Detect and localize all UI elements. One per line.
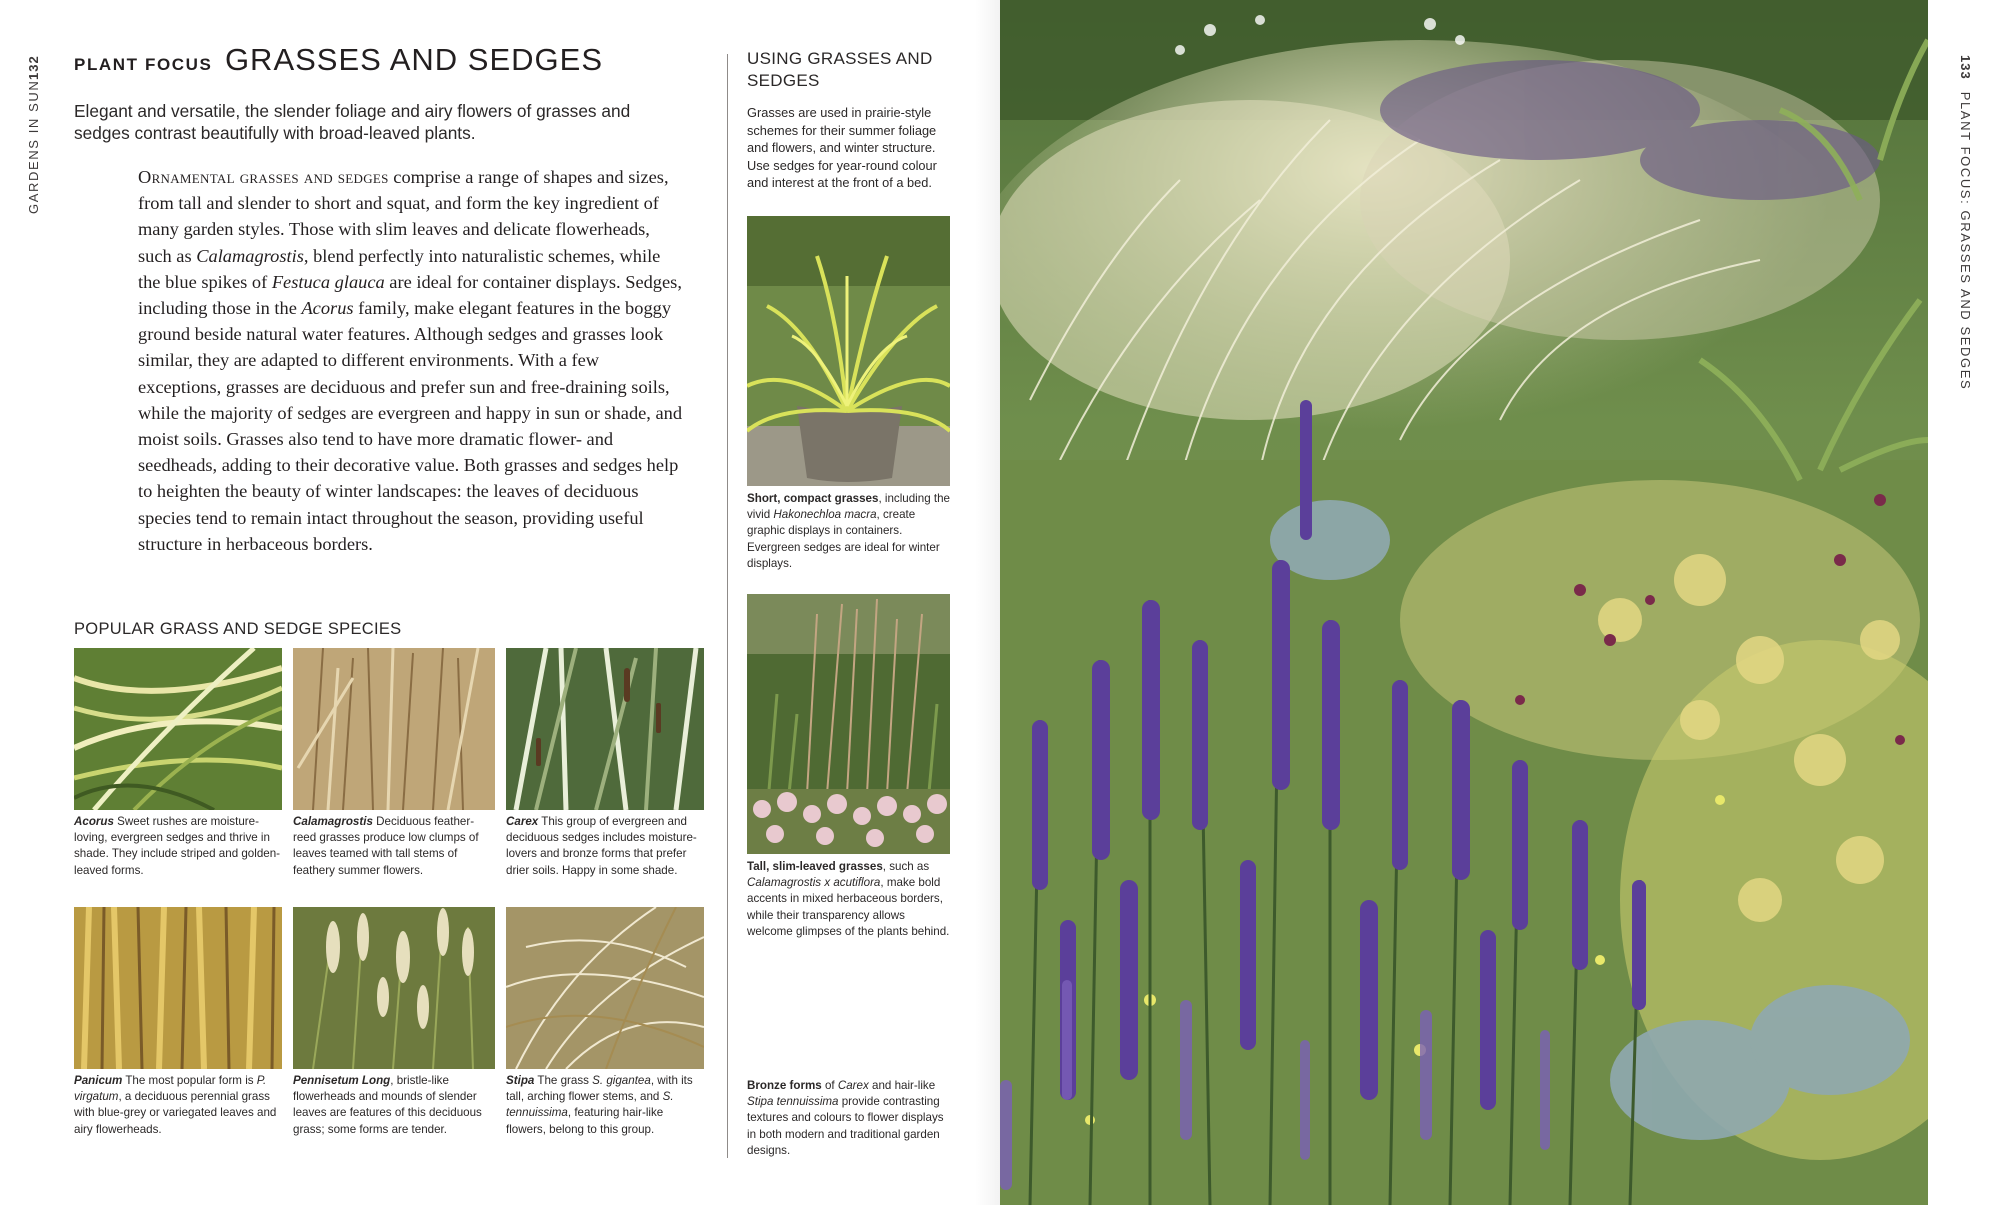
species-name: Acorus <box>74 815 114 828</box>
caption-text-end: , create graphic displays in containers. Evergreen sedges are ideal for winter displays. <box>747 508 940 570</box>
sidebar-heading: USING GRASSES AND SEDGES <box>747 49 933 90</box>
left-folio: 132 <box>26 55 41 80</box>
caption-text-end: , make bold accents in mixed herbaceous borders, while their transparency allows welcome glimpses of the plants behind. <box>747 876 950 938</box>
right-running-head-text: PLANT FOCUS: GRASSES AND SEDGES <box>1958 91 1973 391</box>
sidebar-caption-tall <box>747 859 952 940</box>
carex-photo <box>506 648 704 810</box>
caption-bold: Tall, slim-leaved grasses <box>747 860 883 873</box>
left-running-head <box>26 55 46 255</box>
sidebar-caption-bronze <box>747 1078 952 1159</box>
species-name: Stipa <box>506 1074 535 1087</box>
page-title-row <box>74 42 603 78</box>
caption-italic-2: Stipa tennuissima <box>747 1095 839 1109</box>
hero-garden-photo <box>1000 0 1928 1205</box>
intro-paragraph: Elegant and versatile, the slender foliage and airy flowers of grasses and sedges contrast beautifully with broad-leaved plants. <box>74 101 631 143</box>
body-text-2: , blend perfectly into naturalistic schemes, while the blue spikes of <box>138 245 661 292</box>
body-italic-3: Acorus <box>301 298 354 319</box>
species-description: , bristle-like flowerheads and mounds of slender leaves are features of this deciduous grass; some forms are tender. <box>293 1074 482 1136</box>
caption-italic: Hakonechloa macra <box>773 508 877 522</box>
panicum-caption <box>74 1073 282 1138</box>
pennisetum-photo <box>293 907 495 1069</box>
caption-bold: Short, compact grasses <box>747 492 879 505</box>
species-description-end: , a deciduous perennial grass with blue-grey or variegated leaves and airy flowerheads. <box>74 1090 277 1136</box>
body-text-1: comprise a range of shapes and sizes, from tall and slender to short and squat, and form the key ingredient of many garden styles. Those with slim leaves and delicate flowerheads, such as <box>138 167 669 266</box>
body-lead: Ornamental grasses and sedges <box>138 167 389 187</box>
calamagrostis-border-photo <box>747 594 950 854</box>
species-name: Carex <box>506 815 539 828</box>
calamagrostis-photo <box>293 648 495 810</box>
body-text-4: family, make elegant features in the boggy ground beside natural water features. Although sedges and grasses look similar, they are adapted to different environments. With a few exceptions, grasses are deciduous and prefer sun and free-draining soils, while the majority of sedges are evergreen and happy in sun or shade, and moist soils. Grasses also tend to have more dramatic flower- and seedheads, adding to their decorative value. Both grasses and sedges help to heighten the beauty of winter landscapes: the leaves of deciduous species tend to remain intact throughout the season, providing useful structure in herbaceous borders. <box>138 298 683 554</box>
pennisetum-caption <box>293 1073 495 1138</box>
caption-italic-1: Carex <box>837 1079 869 1092</box>
gutter-shadow <box>975 0 1000 1205</box>
body-italic-2: Festuca glauca <box>271 271 385 292</box>
hakonechloa-container-photo <box>747 216 950 486</box>
species-name: Pennisetum Long <box>293 1074 391 1087</box>
species-name: Panicum <box>74 1074 123 1087</box>
caption-italic: Calamagrostis x acutiflora <box>747 876 881 890</box>
left-running-head-text: GARDENS IN SUN <box>26 79 41 215</box>
species-heading: POPULAR GRASS AND SEDGE SPECIES <box>74 620 402 638</box>
caption-text: of <box>821 1079 838 1092</box>
body-italic-1: Calamagrostis <box>196 245 304 266</box>
calamagrostis-caption <box>293 814 495 879</box>
right-running-head <box>1958 55 1978 391</box>
species-description: Sweet rushes are moisture-loving, evergreen sedges and thrive in shade. They include striped and golden-leaved forms. <box>74 815 281 877</box>
species-name: Calamagrostis <box>293 815 373 828</box>
sidebar-caption-short <box>747 491 952 572</box>
panicum-photo <box>74 907 282 1069</box>
caption-bold: Bronze forms <box>747 1079 822 1092</box>
caption-text-end: provide contrasting textures and colours to flower displays in both modern and traditional garden designs. <box>747 1095 944 1157</box>
body-text-3: are ideal for container displays. Sedges, including those in the <box>138 271 682 319</box>
caption-text: , such as <box>882 860 930 873</box>
species-description: The grass <box>534 1074 593 1087</box>
sidebar-intro: Grasses are used in prairie-style schemes for their summer foliage and flowers, and winter structure. Use sedges for year-round colour and interest at the front of a bed. <box>747 105 937 191</box>
right-page <box>1000 0 2000 1205</box>
acorus-caption <box>74 814 282 879</box>
carex-caption <box>506 814 704 879</box>
acorus-photo <box>74 648 282 810</box>
species-description: This group of evergreen and deciduous sedges includes moisture-lovers and bronze forms that prefer drier soils. Happy in some shade. <box>506 815 697 877</box>
stipa-photo <box>506 907 704 1069</box>
page-title: GRASSES AND SEDGES <box>224 42 603 77</box>
species-description-mid: , with its tall, arching flower stems, and <box>506 1074 693 1104</box>
caption-text-mid: and hair-like <box>868 1079 936 1092</box>
species-description-end: , featuring hair-like flowers, belong to this group. <box>506 1106 664 1136</box>
title-kicker: PLANT FOCUS <box>74 55 213 74</box>
species-description: The most popular form is <box>122 1074 257 1087</box>
species-italic-1: S. gigantea <box>592 1074 651 1087</box>
caption-text: , including the vivid <box>747 492 950 522</box>
stipa-caption <box>506 1073 704 1138</box>
body-paragraph <box>138 164 686 557</box>
right-folio: 133 <box>1958 55 1973 80</box>
species-italic-2: S. tennuissima <box>506 1090 674 1120</box>
species-description: Deciduous feather-reed grasses produce low clumps of leaves teamed with tall stems of feathery summer flowers. <box>293 815 479 877</box>
species-italic: P. virgatum <box>74 1074 267 1104</box>
sidebar-rule <box>727 54 728 1158</box>
